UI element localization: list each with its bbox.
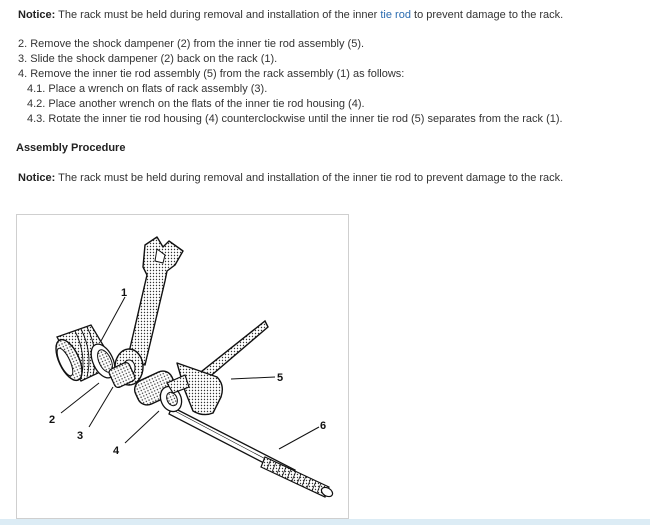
step-2: 2. Remove the shock dampener (2) from the inner tie rod assembly (5).: [18, 38, 365, 50]
step-3: 3. Slide the shock dampener (2) back on the rack (1).: [18, 53, 278, 65]
tie-rod-diagram: [17, 215, 349, 519]
step-4: 4. Remove the inner tie rod assembly (5) from the rack assembly (1) as follows:: [18, 68, 405, 80]
assembly-procedure-heading: Assembly Procedure: [16, 142, 126, 154]
rack-assembly: [51, 325, 120, 384]
tie-rod-illustration: [16, 214, 349, 519]
notice-text-end: to prevent damage to the rack.: [410, 9, 564, 21]
callout-2: 2: [49, 414, 56, 426]
callout-4: 4: [113, 445, 120, 457]
callout-3: 3: [77, 430, 84, 442]
step-4-3: 4.3. Rotate the inner tie rod housing (4) counterclockwise until the inner tie rod (5) separates from the rack (1).: [27, 113, 563, 125]
procedure-steps: [18, 37, 563, 127]
callout-1: 1: [121, 287, 128, 299]
notice-assembly: [18, 171, 563, 186]
step-4-1: 4.1. Place a wrench on flats of rack assembly (3).: [27, 83, 268, 95]
notice-label: Notice:: [18, 9, 56, 21]
notice-text: The rack must be held during removal and installation of the inner: [55, 9, 381, 21]
notice-label-2: Notice:: [18, 172, 56, 184]
callout-6: 6: [320, 420, 327, 432]
step-4-2: 4.2. Place another wrench on the flats of the inner tie rod housing (4).: [27, 98, 365, 110]
notice-top: [18, 8, 563, 23]
tie-rod-link[interactable]: tie rod: [380, 9, 411, 21]
notice-text-2: The rack must be held during removal and installation of the inner tie rod to prevent damage to the rack.: [55, 172, 564, 184]
tie-rod-shaft: [169, 407, 334, 498]
callout-5: 5: [277, 372, 284, 384]
page-bottom-bar: [0, 519, 650, 525]
